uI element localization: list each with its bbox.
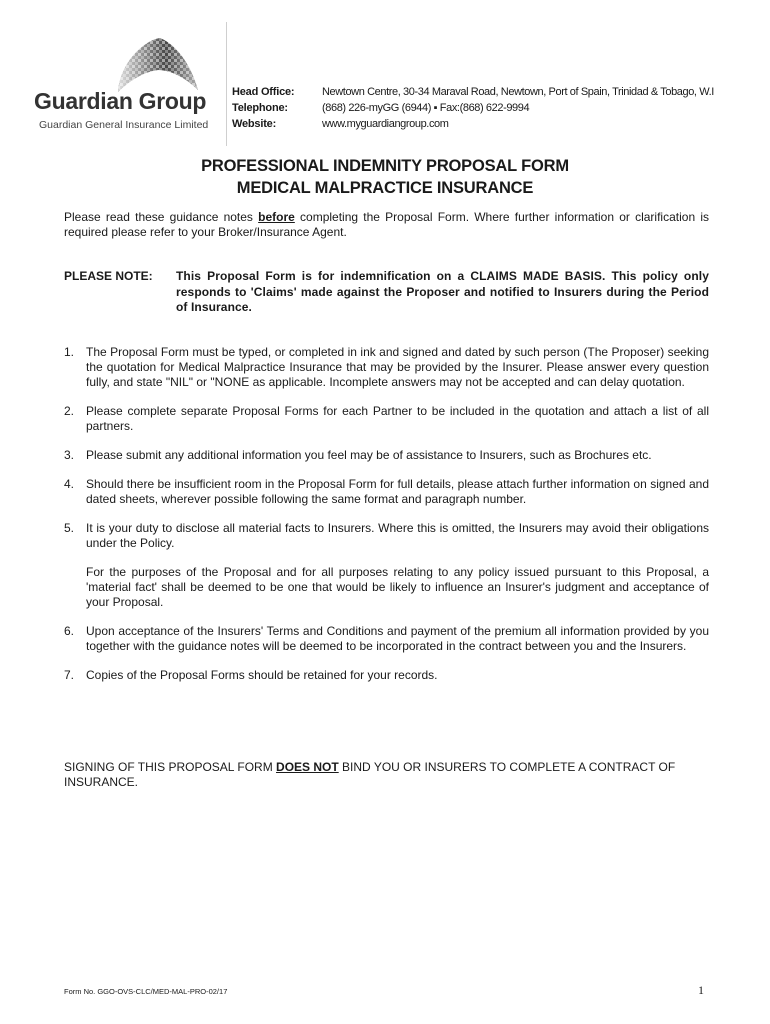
head-office-row — [232, 84, 714, 100]
list-item — [64, 624, 709, 654]
intro-emphasis: before — [258, 210, 295, 224]
contact-block — [232, 84, 714, 132]
brand-subtitle: Guardian General Insurance Limited — [39, 119, 209, 131]
intro-post: completing the Proposal Form. Where further information or clarification is required please refer to your Broker/Insurance Agent. — [64, 210, 709, 239]
guidance-list — [64, 345, 709, 697]
item-number: 2. — [64, 404, 75, 418]
please-note-text: This Proposal Form is for indemnification on a CLAIMS MADE BASIS. This policy only responds to 'Claims' made against the Proposer and notified to Insurers during the Period of Insurance. — [176, 269, 709, 314]
brand-name: Guardian Group — [34, 88, 207, 114]
list-item — [64, 448, 709, 463]
item-number: 5. — [64, 521, 75, 535]
signing-pre: SIGNING OF THIS PROPOSAL FORM — [64, 760, 277, 774]
item-text: The Proposal Form must be typed, or completed in ink and signed and dated by such person (The Proposer) seeking the quotation for Medical Malpractice Insurance that may be provided by the Insurer. Please answer every question fully, and state "NIL" or "NONE as applicable. Incomplete answers may not be accepted and can delay quotation. — [86, 345, 709, 389]
list-item — [64, 404, 709, 434]
guardian-group-logo — [30, 30, 230, 140]
item-text: Please submit any additional information you feel may be of assistance to Insurers, such as Brochures etc. — [86, 448, 652, 462]
item-subparagraph: For the purposes of the Proposal and for all purposes relating to any policy issued pursuant to this Proposal, a 'material fact' shall be deemed to be one that would be likely to influence an Insurer's judgment and acceptance of your Proposal. — [86, 565, 709, 609]
form-subtitle: MEDICAL MALPRACTICE INSURANCE — [236, 179, 534, 197]
item-body — [86, 521, 709, 610]
item-text: Upon acceptance of the Insurers' Terms and Conditions and payment of the premium all information provided by you together with the guidance notes will be deemed to be incorporated in the contract between you and the Insurers. — [86, 624, 709, 653]
website-link[interactable]: www.myguardiangroup.com — [322, 118, 449, 130]
head-office-value: Newtown Centre, 30-34 Maraval Road, Newtown, Port of Spain, Trinidad & Tobago, W.I — [322, 86, 714, 98]
telephone-value: (868) 226-myGG (6944) ▪ Fax:(868) 622-9994 — [322, 102, 530, 114]
list-item — [64, 477, 709, 507]
form-number: Form No. GGO-OVS-CLC/MED-MAL-PRO-02/17 — [64, 987, 228, 996]
please-note-label: PLEASE NOTE: — [64, 269, 153, 283]
signing-emphasis: DOES NOT — [276, 760, 339, 774]
website-label: Website: — [232, 118, 277, 130]
telephone-row — [232, 100, 714, 116]
signing-notice — [64, 760, 709, 790]
logo-swoosh-icon — [90, 32, 200, 94]
item-number: 3. — [64, 448, 75, 462]
form-title: PROFESSIONAL INDEMNITY PROPOSAL FORM — [201, 157, 569, 175]
item-number: 6. — [64, 624, 75, 638]
item-number: 4. — [64, 477, 75, 491]
head-office-label: Head Office: — [232, 86, 295, 98]
signing-post: BIND YOU OR INSURERS TO COMPLETE A CONTRACT OF INSURANCE. — [64, 760, 676, 789]
intro-paragraph — [64, 210, 709, 240]
page-number: 1 — [698, 983, 704, 997]
list-item — [64, 668, 709, 683]
item-text: Please complete separate Proposal Forms for each Partner to be included in the quotation and attach a list of all partners. — [86, 404, 709, 433]
website-row — [232, 116, 714, 132]
list-item — [64, 521, 709, 610]
item-text: Should there be insufficient room in the Proposal Form for full details, please attach further information on signed and dated sheets, wherever possible following the same format and paragraph number. — [86, 477, 709, 506]
item-number: 7. — [64, 668, 75, 682]
telephone-label: Telephone: — [232, 102, 288, 114]
item-number: 1. — [64, 345, 75, 359]
list-item — [64, 345, 709, 390]
item-text: It is your duty to disclose all material facts to Insurers. Where this is omitted, the Insurers may avoid their obligations under the Policy. — [86, 521, 709, 550]
header-divider — [226, 22, 227, 146]
item-text: Copies of the Proposal Forms should be retained for your records. — [86, 668, 438, 682]
intro-pre: Please read these guidance notes — [64, 210, 259, 224]
